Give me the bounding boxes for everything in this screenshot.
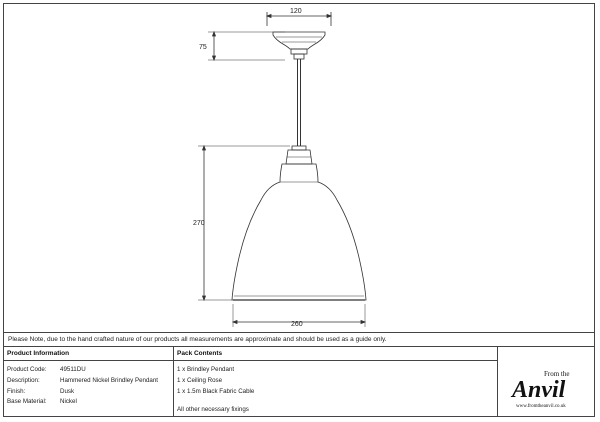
pack-footer: All other necessary fixings <box>177 406 249 413</box>
svg-text:From the: From the <box>544 370 570 378</box>
shade-height-label: 270 <box>193 220 205 227</box>
from-the-anvil-logo <box>508 366 588 410</box>
product-info-title: Product Information <box>7 350 70 357</box>
rose-height-label: 75 <box>199 44 207 51</box>
base-material-label: Base Material: <box>7 398 47 405</box>
product-code-label: Product Code: <box>7 366 47 373</box>
product-code-value: 49511DU <box>60 366 86 373</box>
pack-contents-title: Pack Contents <box>177 350 223 357</box>
divider-headers <box>4 360 498 361</box>
description-value: Hammered Nickel Brindley Pendant <box>60 377 159 384</box>
logo-divider <box>497 346 498 417</box>
measurement-note: Please Note, due to the hand crafted nature of our products all measurements are approximate and should be used as a guide only. <box>8 336 387 343</box>
divider-top <box>4 332 595 333</box>
divider-note <box>4 346 595 347</box>
rose-width-label: 120 <box>290 8 302 15</box>
base-material-value: Nickel <box>60 398 77 405</box>
svg-text:Anvil: Anvil <box>512 377 566 403</box>
finish-value: Dusk <box>60 388 75 395</box>
pack-item: 1 x 1.5m Black Fabric Cable <box>177 388 255 395</box>
description-label: Description: <box>7 377 40 384</box>
column-divider <box>173 346 174 417</box>
pendant-shade <box>232 164 366 300</box>
pack-item: 1 x Ceiling Rose <box>177 377 223 384</box>
ceiling-rose <box>273 32 325 49</box>
shade-width-label: 260 <box>291 321 303 328</box>
pack-item: 1 x Brindley Pendant <box>177 366 235 373</box>
svg-text:www.fromtheanvil.co.uk: www.fromtheanvil.co.uk <box>516 404 566 409</box>
finish-label: Finish: <box>7 388 26 395</box>
